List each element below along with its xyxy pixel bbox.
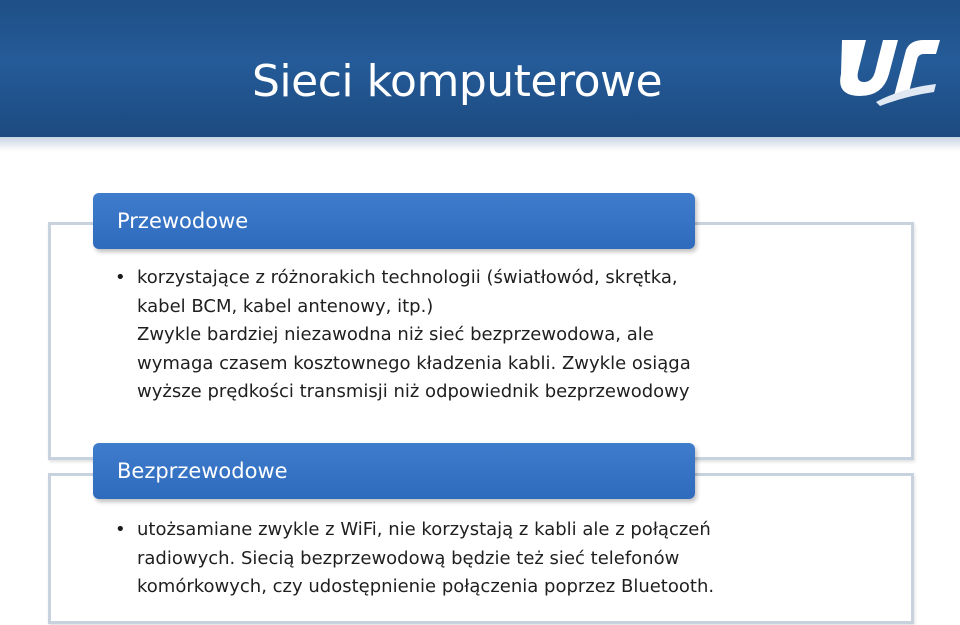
wireless-heading: Bezprzewodowe bbox=[93, 443, 695, 499]
wireless-description: utożsamiane zwykle z WiFi, nie korzystają z kabli ale z połączeń radiowych. Siecią bezprzewodową będzie też sieć telefonów komórkowych, czy udostępnienie połączenia poprzez Bluetooth. bbox=[137, 519, 715, 597]
bullet-dot-icon: • bbox=[115, 519, 126, 540]
wired-description: korzystające z różnorakich technologii (światłowód, skrętka, kabel BCM, kabel antenowy, itp.) Zwykle bardziej niezawodna niż sieć bezprzewodowa, ale wymaga czasem kosztownego kładzenia kabli. Zwykle osiąga wyższe prędkości transmisji niż odpowiednik bezprzewodowy bbox=[137, 267, 691, 402]
wireless-bullet-item bbox=[115, 516, 875, 602]
header-shadow bbox=[0, 137, 960, 151]
slide-title: Sieci komputerowe bbox=[252, 56, 663, 107]
wired-bullet-item bbox=[115, 264, 805, 407]
ur-logo-icon bbox=[832, 32, 944, 112]
bullet-dot-icon: • bbox=[115, 267, 126, 288]
wired-heading: Przewodowe bbox=[93, 193, 695, 249]
